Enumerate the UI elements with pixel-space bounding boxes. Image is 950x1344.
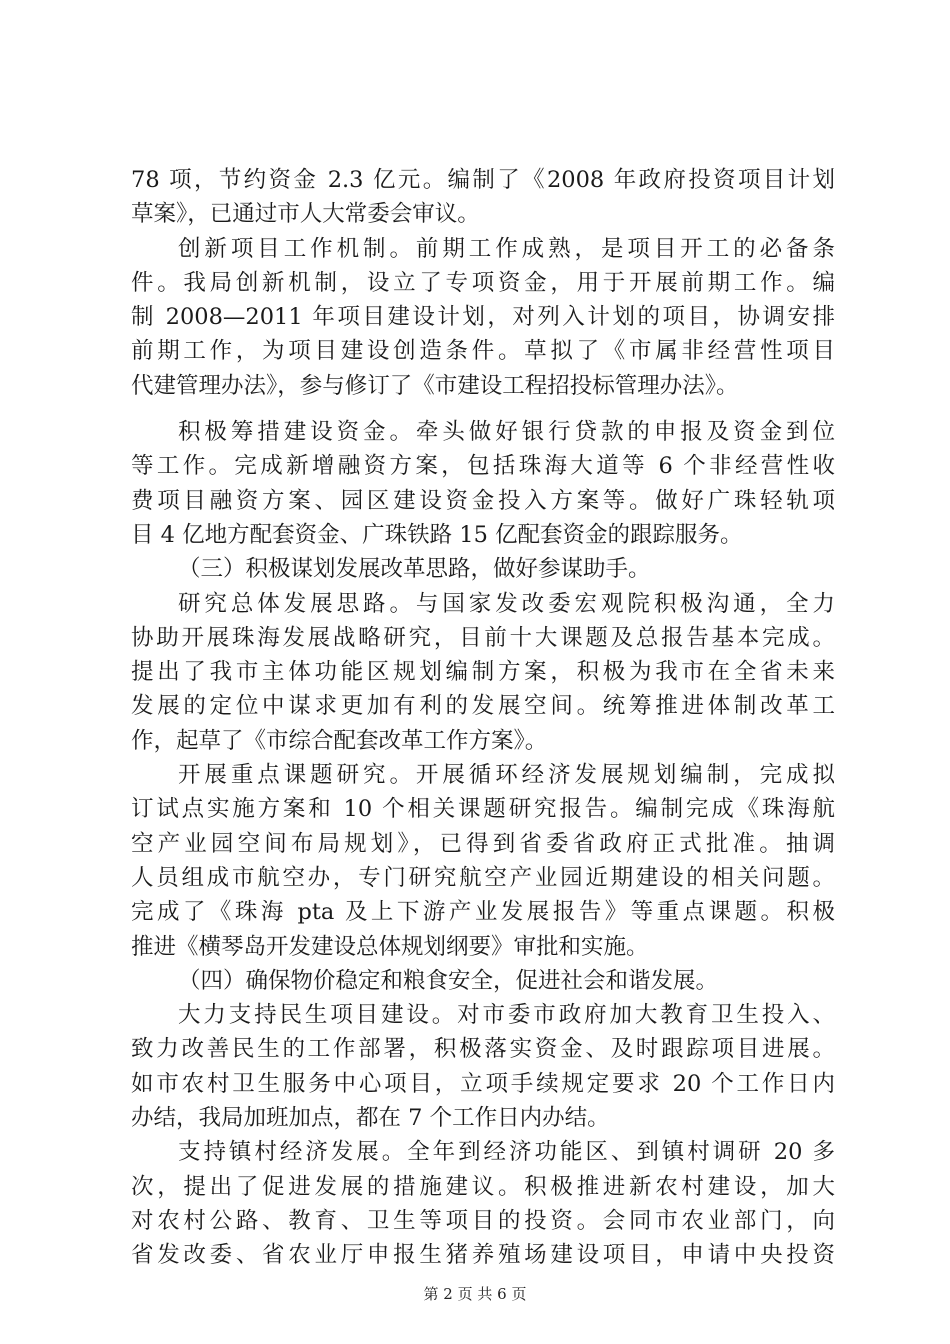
- text-line: 制 2008—2011 年项目建设计划，对列入计划的项目，协调安排: [131, 304, 835, 331]
- text-line: 空产业园空间布局规划》，已得到省委省政府正式批准。抽调: [131, 830, 835, 857]
- text-line: 推进《横琴岛开发建设总体规划纲要》审批和实施。: [131, 933, 649, 960]
- text-line: 等工作。完成新增融资方案，包括珠海大道等 6 个非经营性收: [131, 453, 835, 480]
- paragraph: [131, 998, 835, 1135]
- text-line: 作，起草了《市综合配套改革工作方案》。: [131, 727, 548, 754]
- text-line: （四）确保物价稳定和粮食安全，促进社会和谐发展。: [178, 967, 719, 994]
- text-line: 致力改善民生的工作部署，积极落实资金、及时跟踪项目进展。: [131, 1036, 835, 1063]
- text-line: 办结，我局加班加点，都在 7 个工作日内办结。: [131, 1105, 610, 1132]
- text-line: 发展的定位中谋求更加有利的发展空间。统筹推进体制改革工: [131, 693, 835, 720]
- text-line: 完成了《珠海 pta 及上下游产业发展报告》等重点课题。积极: [131, 899, 835, 926]
- page-footer: 第 2 页 共 6 页: [423, 1285, 527, 1303]
- text-line: 支持镇村经济发展。全年到经济功能区、到镇村调研 20 多: [178, 1139, 835, 1166]
- paragraph: [131, 758, 835, 964]
- text-line: 开展重点课题研究。开展循环经济发展规划编制，完成拟: [178, 762, 835, 789]
- paragraph: [131, 1135, 835, 1272]
- paragraph: [131, 415, 835, 552]
- text-line: 省发改委、省农业厅申报生猪养殖场建设项目，申请中央投资: [131, 1242, 835, 1269]
- paragraph: [131, 232, 835, 403]
- text-line: 研究总体发展思路。与国家发改委宏观院积极沟通，全力: [178, 590, 835, 617]
- text-line: 人员组成市航空办，专门研究航空产业园近期建设的相关问题。: [131, 864, 835, 891]
- text-line: 积极筹措建设资金。牵头做好银行贷款的申报及资金到位: [178, 419, 835, 446]
- text-line: 目 4 亿地方配套资金、广珠铁路 15 亿配套资金的跟踪服务。: [131, 521, 743, 548]
- text-line: 如市农村卫生服务中心项目，立项手续规定要求 20 个工作日内: [131, 1070, 835, 1097]
- paragraph: [131, 552, 835, 586]
- text-line: 大力支持民生项目建设。对市委市政府加大教育卫生投入、: [178, 1002, 835, 1029]
- text-line: 草案》，已通过市人大常委会审议。: [131, 201, 480, 228]
- text-line: 78 项，节约资金 2.3 亿元。编制了《2008 年政府投资项目计划: [131, 167, 835, 193]
- text-line: 订试点实施方案和 10 个相关课题研究报告。编制完成《珠海航: [131, 796, 835, 823]
- text-line: 提出了我市主体功能区规划编制方案，积极为我市在全省未来: [131, 659, 835, 686]
- text-line: 协助开展珠海发展战略研究，目前十大课题及总报告基本完成。: [131, 624, 835, 651]
- text-line: 次，提出了促进发展的措施建议。积极推进新农村建设，加大: [131, 1173, 835, 1200]
- paragraph: [131, 964, 835, 998]
- document-body: [131, 163, 835, 1273]
- paragraph: [131, 587, 835, 758]
- paragraph: [131, 163, 835, 232]
- text-line: 对农村公路、教育、卫生等项目的投资。会同市农业部门，向: [131, 1207, 835, 1234]
- text-line: 费项目融资方案、园区建设资金投入方案等。做好广珠轻轨项: [131, 487, 835, 514]
- text-line: 件。我局创新机制，设立了专项资金，用于开展前期工作。编: [131, 269, 835, 296]
- text-line: 创新项目工作机制。前期工作成熟，是项目开工的必备条: [178, 235, 835, 262]
- text-line: 前期工作，为项目建设创造条件。草拟了《市属非经营性项目: [131, 338, 835, 365]
- text-line: （三）积极谋划发展改革思路，做好参谋助手。: [178, 556, 651, 583]
- paragraph-gap: [131, 403, 835, 415]
- text-line: 代建管理办法》，参与修订了《市建设工程招投标管理办法》。: [131, 372, 739, 399]
